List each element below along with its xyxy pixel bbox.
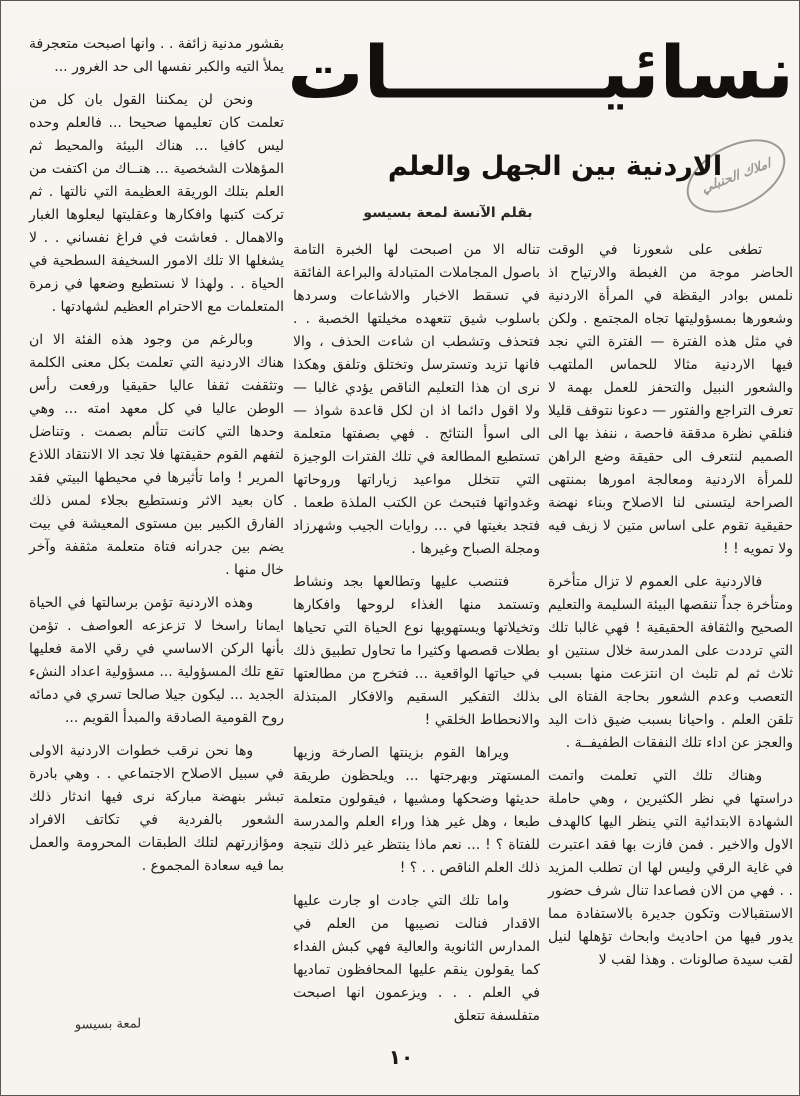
paragraph: بقشور مدنية زائفة . . وانها اصبحت متعجرفة يملأ التيه والكبر نفسها الى حد الغرور ... xyxy=(29,36,284,75)
paragraph: وبالرغم من وجود هذه الفئة الا ان هناك الاردنية التي تعلمت بكل معنى الكلمة وتثقفت ثقفا عاليا حقيقيا ورفعت رأس الوطن عاليا في كل معهد امته ... وهي وحدها التي كانت تتألم بصمت . وتناضل لتفهم القوم حقيقتها فلا تجد الا الانتقاد اللاذع المرير ! واما تأثيرها في محيطها البيتي فقد كان بعيد الاثر ونستطيع بجلاء لمس ذلك الفارق الكبير بين مستوى المعيشة في بيت يضم بين جدرانه فتاة متعلمة مثقفة وآخر خال منها . xyxy=(29,332,284,578)
paragraph: واما تلك التي جادت او جارت عليها الاقدار فنالت نصيبها من العلم في المدارس الثانوية والعالية فهي كبش الفداء كما يقولون ينقم عليها المحافظون تماديها في العلم . . . ويزعمون انها اصبحت متفلسفة تتعلق xyxy=(293,893,540,1024)
stamp-text: املاك الحنبلي xyxy=(700,155,772,197)
paragraph: تناله الا من اصبحت لها الخبرة التامة باصول المجاملات المتبادلة والبراعة الفائقة في تسقط الاخبار والاشاعات وسردها باسلوب شيق تتعهده مخيلتها الخصبة . . فتحذف وتشطب ان شاءت الحذف ، والا فانها تزيد وتسترسل وتختلق وتلفق وهكذا نرى ان هذا التعليم الناقص يؤدي غالبا — ولا اقول دائما اذ ان لكل قاعدة شواذ — الى اسوأ النتائج . فهي بصفتها متعلمة تستطيع المطالعة في تلك الفترات الوجيزة التي تتخلل مواعيد زياراتها وروحاتها وغدواتها فتبحث عن الكتب الملذة طعما . فتجد بغيتها في ... روايات الجيب وشهرزاد ومجلة الصباح وغيرها . xyxy=(293,242,540,557)
text-column-middle xyxy=(293,239,540,1038)
author-signature: لمعة بسيسو xyxy=(74,1016,142,1033)
paragraph: وهذه الاردنية تؤمن برسالتها في الحياة ايمانا راسخا لا تزعزعه العواصف . تؤمن بأنها الركن الاساسي في رقي الامة فعليها تقع تلك المسؤولية ... مسؤولية اعداد النشء الجديد ... ليكون جيلا صالحا تسري في دمائه روح القومية الصادقة والمبدأ القويم ... xyxy=(29,595,284,726)
paragraph: تطغى على شعورنا في الوقت الحاضر موجة من الغبطة والارتياح اذ نلمس بوادر اليقظة في المرأة الاردنية وشعورها بمسؤوليتها تجاه المجتمع . ولكن في مثل هذه الفترة — الفترة التي نجد فيها الاردنية مثالا للحماس الملتهب والشعور النبيل والتحفز للعمل بهمة لا تعرف التراجع والفتور — دعونا نتوقف قليلا فنلقي نظرة مدققة فاحصة ، ننفذ بها الى الصميم لنتعرف الى حقيقة وضع الراهن للمرأة الاردنية ومعالجة امورها بمنتهى الصراحة ليتسنى لنا الاصلاح وبناء نهضة حقيقية تقوم على اساس متين لا زيف فيه ولا تمويه ! ! xyxy=(548,242,793,557)
text-column-right xyxy=(548,239,793,982)
page-number: ١٠ xyxy=(388,1045,414,1069)
article-title: الاردنية بين الجهل والعلم xyxy=(387,151,723,182)
paragraph: وها نحن نرقب خطوات الاردنية الاولى في سبيل الاصلاح الاجتماعي . . وهي بادرة تبشر بنهضة مباركة نرى فيها اندثار ذلك الشعور بالفردية في تكاتف الافراد ومؤازرتهم لتلك الطبقات المحرومة والعمل بما فيه سعادة المجموع . xyxy=(29,743,284,874)
paragraph: فالاردنية على العموم لا تزال متأخرة ومتأخرة جداً تنقصها البيئة السليمة والتعليم الصحيح والثقافة الحقيقية ! فهي غالبا تلك التي ترددت على المدرسة خلال سنتين او ثلاث ثم لم تلبث ان انتزعت منها بسبب التعصب وعدم الشعور بحاجة الفتاة الى تلقن العلم . واحيانا بسبب ضيق ذات اليد والعجز عن اداء تلك النفقات الطفيفــة . xyxy=(548,574,793,751)
paragraph: فتنصب عليها وتطالعها بجد ونشاط وتستمد منها الغذاء لروحها وافكارها وتخيلاتها ويستهويها نوع الحياة التي تحياها بطلات قصصها وكثيرا ما تحاول تطبيق ذلك في حياتها الواقعية ... فتخرج من مطالعتها بذلك التفكير السقيم والافكار المبتذلة والانحطاط الخلقي ! xyxy=(293,574,540,728)
paragraph: ونحن لن يمكننا القول بان كل من تعلمت كان تعليمها صحيحا ... فالعلم وحده ليس كافيا ... هناك البيئة والمحيط ثم المؤهلات الشخصية ... هنــاك من اكتفت من العلم بتلك الوريقة العظيمة التي نالتها . ثم تركت كتبها وافكارها وعقليتها ليعلوها الغبار والاهمال . فعاشت في فراغ نفساني . . لا يشغلها الا تلك الامور السخيفة السطحية في الحياة . . ولهذا لا نستطيع وضعها في زمرة المتعلمات مع الاحترام العظيم لشهادتها . xyxy=(29,92,284,315)
section-title-calligraphy: نسائيــــــــات xyxy=(287,30,794,115)
byline: بقلم الآنسة لمعة بسيسو xyxy=(363,205,533,221)
paragraph: وهناك تلك التي تعلمت واتمت دراستها في نظر الكثيرين ، وهي حاملة الشهادة الابتدائية التي ينظر اليها كالهدف الاول والاخير . فمن فازت بها فقد اعتبرت في غاية الرقي وليس لها ان تطلب المزيد . . فهي من الان فصاعدا تنال شرف حضور الاستقبالات وتكون جديرة بالاستفادة مما يدور فيها من احاديث وابحاث تؤهلها لنيل لقب سيدة صالونات . وهذا لقب لا xyxy=(548,768,793,968)
paragraph: ويراها القوم بزينتها الصارخة وزيها المستهتر وبهرجتها ... ويلحظون طريقة حديثها وضحكها ومشيها ، فيقولون متعلمة طبعا ، وهل غير هذا وراء العلم والمدرسة للفتاة ؟ ! ... نعم ماذا ينتظر غير ذلك نتيجة ذلك العلم الناقص . . ؟ ! xyxy=(293,745,540,876)
text-column-left xyxy=(29,33,284,888)
